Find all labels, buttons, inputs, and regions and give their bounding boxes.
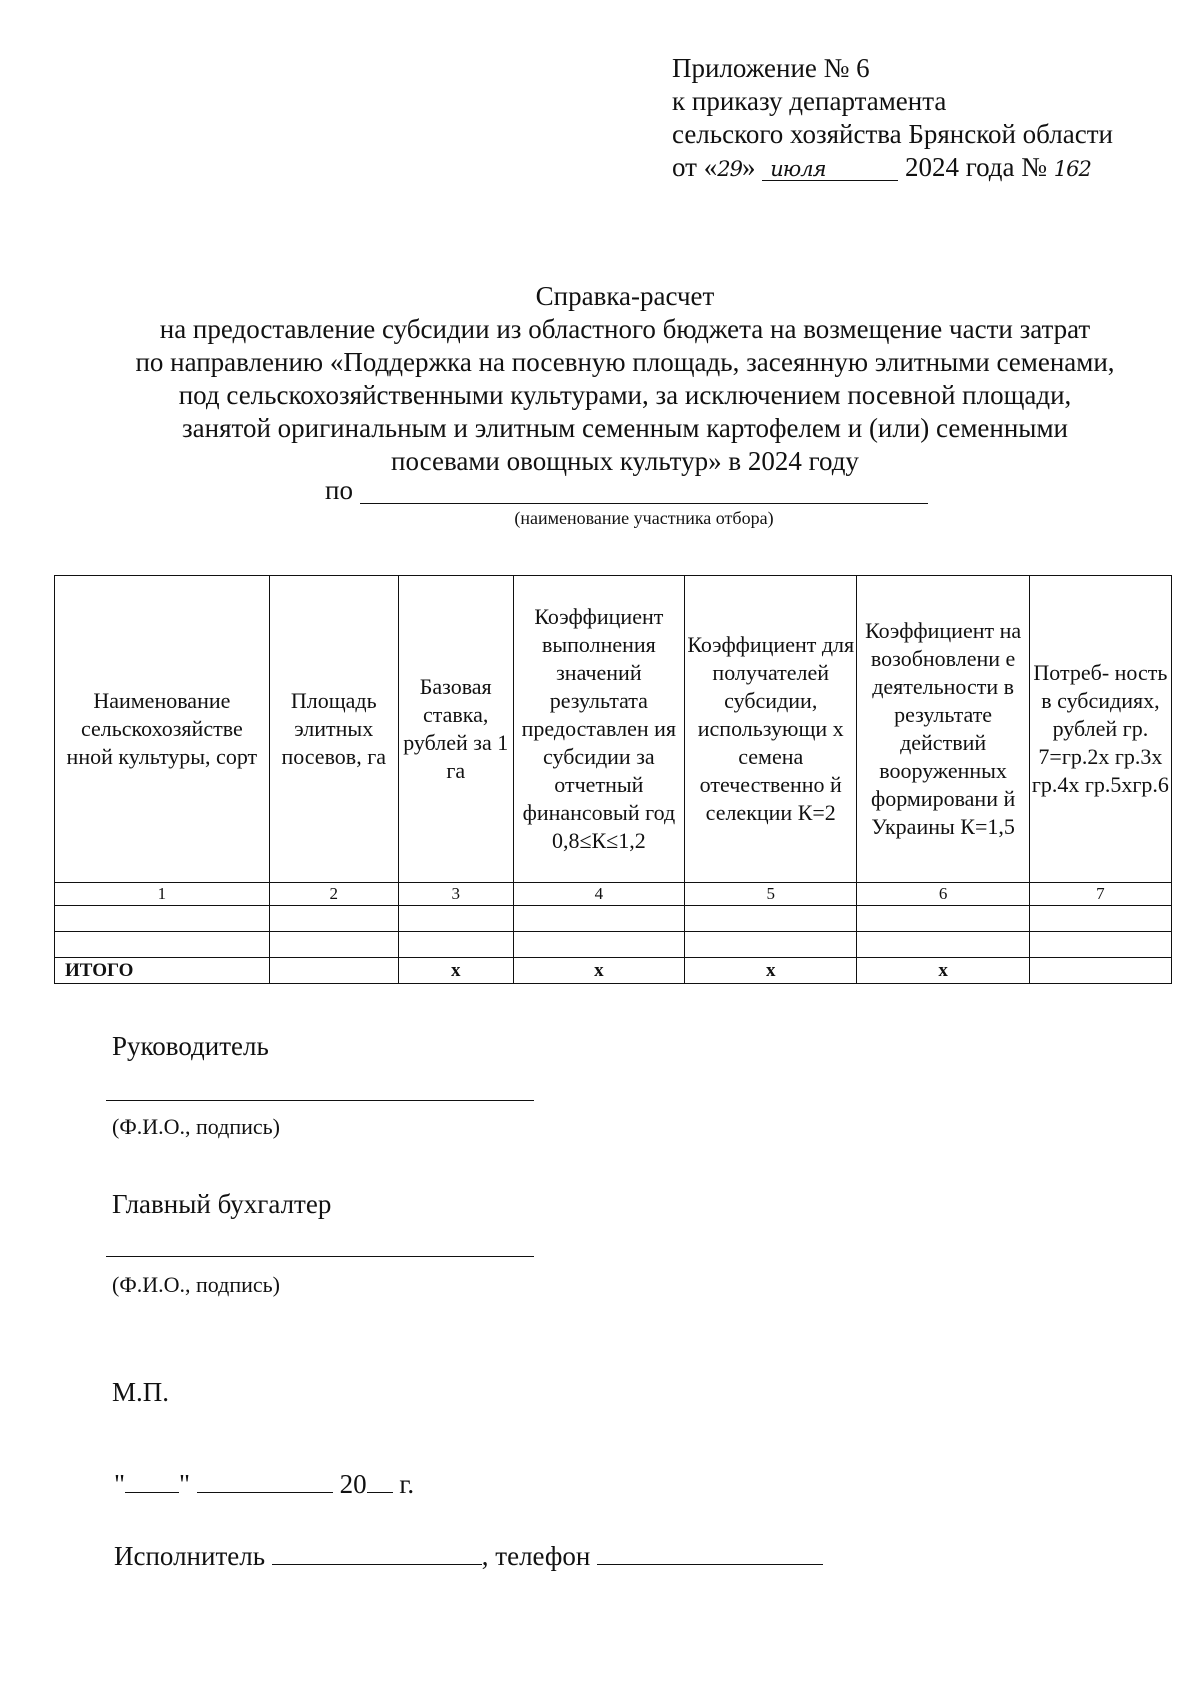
table-cell bbox=[55, 906, 270, 932]
title-line: на предоставление субсидии из областного бюджета на возмещение части затрат bbox=[159, 314, 1091, 344]
handwritten-order-number: 162 bbox=[1053, 157, 1091, 181]
table-cell bbox=[857, 932, 1029, 958]
total-cell: х bbox=[685, 958, 857, 984]
table-cell bbox=[685, 932, 857, 958]
column-number: 5 bbox=[685, 883, 857, 906]
date-month-blank bbox=[197, 1470, 333, 1493]
table-cell bbox=[685, 906, 857, 932]
accountant-caption: (Ф.И.О., подпись) bbox=[112, 1272, 280, 1297]
participant-caption: (наименование участника отбора) bbox=[514, 508, 774, 528]
column-header: Коэффициент выполнения значений результата предоставлен ия субсидии за отчетный финансовый год 0,8≤К≤1,2 bbox=[513, 576, 684, 883]
date-year-text: 2024 года № bbox=[904, 152, 1048, 182]
table-cell bbox=[857, 906, 1029, 932]
title-line: по направлению «Поддержка на посевную площадь, засеянную элитными семенами, bbox=[135, 347, 1115, 377]
table-cell bbox=[1029, 906, 1171, 932]
total-cell bbox=[1029, 958, 1171, 984]
signing-date-line bbox=[114, 1468, 414, 1501]
executor-name-blank bbox=[272, 1542, 482, 1565]
table-cell bbox=[269, 932, 398, 958]
date-mid: » bbox=[741, 152, 756, 182]
executor-label: Исполнитель bbox=[114, 1541, 266, 1571]
phone-label: , телефон bbox=[481, 1541, 591, 1571]
date-year-suffix: г. bbox=[399, 1469, 415, 1499]
column-number: 2 bbox=[269, 883, 398, 906]
accountant-signature-line bbox=[106, 1256, 534, 1257]
column-header: Площадь элитных посевов, га bbox=[269, 576, 398, 883]
calculation-table bbox=[54, 575, 1172, 984]
title-line: занятой оригинальным и элитным семенным картофелем и (или) семенными bbox=[181, 413, 1068, 443]
column-number: 6 bbox=[857, 883, 1029, 906]
table-cell bbox=[513, 906, 684, 932]
total-cell bbox=[269, 958, 398, 984]
column-header: Коэффициент для получателей субсидии, использующи х семена отечественно й селекции К=2 bbox=[685, 576, 857, 883]
total-label: ИТОГО bbox=[55, 958, 270, 984]
appendix-header bbox=[672, 52, 1192, 186]
table-cell bbox=[1029, 932, 1171, 958]
table-row bbox=[55, 906, 1172, 932]
table-header-row bbox=[55, 576, 1172, 883]
table-row bbox=[55, 932, 1172, 958]
head-title: Руководитель bbox=[112, 1031, 269, 1061]
title-line: под сельскохозяйственными культурами, за исключением посевной площади, bbox=[178, 380, 1072, 410]
title-line: посевами овощных культур» в 2024 году bbox=[391, 446, 859, 476]
total-cell: х bbox=[857, 958, 1029, 984]
stamp-placeholder: М.П. bbox=[112, 1377, 170, 1407]
date-year-prefix: 20 bbox=[339, 1469, 367, 1499]
table-cell bbox=[513, 932, 684, 958]
handwritten-month: июля bbox=[770, 157, 826, 181]
table-cell bbox=[55, 932, 270, 958]
date-month-field bbox=[762, 156, 898, 181]
head-signature-line bbox=[106, 1100, 534, 1101]
accountant-title: Главный бухгалтер bbox=[112, 1189, 332, 1219]
column-number-row bbox=[55, 883, 1172, 906]
appendix-order-ref: к приказу департамента bbox=[672, 86, 947, 116]
date-day-blank bbox=[125, 1470, 179, 1493]
total-cell: х bbox=[398, 958, 513, 984]
column-number: 1 bbox=[55, 883, 270, 906]
column-number: 3 bbox=[398, 883, 513, 906]
table-cell bbox=[269, 906, 398, 932]
column-header: Наименование сельскохозяйстве нной культуры, сорт bbox=[55, 576, 270, 883]
table-cell bbox=[398, 932, 513, 958]
column-header: Коэффициент на возобновлени е деятельности в результате действий вооруженных формировани й Украины К=1,5 bbox=[857, 576, 1029, 883]
document-title bbox=[90, 280, 1160, 478]
handwritten-day: 29 bbox=[717, 157, 742, 181]
column-header: Базовая ставка, рублей за 1 га bbox=[398, 576, 513, 883]
total-cell: х bbox=[513, 958, 684, 984]
column-number: 7 bbox=[1029, 883, 1171, 906]
participant-name-line bbox=[360, 503, 928, 504]
appendix-department: сельского хозяйства Брянской области bbox=[672, 119, 1113, 149]
appendix-date-line bbox=[672, 151, 1192, 186]
table-cell bbox=[398, 906, 513, 932]
po-label: по bbox=[325, 475, 353, 505]
date-year-blank bbox=[367, 1470, 393, 1493]
total-row bbox=[55, 958, 1172, 984]
column-number: 4 bbox=[513, 883, 684, 906]
date-quote-open: " bbox=[114, 1469, 126, 1499]
head-caption: (Ф.И.О., подпись) bbox=[112, 1114, 280, 1139]
phone-blank bbox=[597, 1542, 823, 1565]
executor-line bbox=[114, 1540, 823, 1573]
date-quote-close: " bbox=[179, 1469, 191, 1499]
appendix-number: Приложение № 6 bbox=[672, 53, 870, 83]
column-header: Потреб- ность в субсидиях, рублей гр. 7=гр.2х гр.3х гр.4х гр.5хгр.6 bbox=[1029, 576, 1171, 883]
title-heading: Справка-расчет bbox=[535, 281, 715, 311]
date-prefix: от « bbox=[672, 152, 718, 182]
